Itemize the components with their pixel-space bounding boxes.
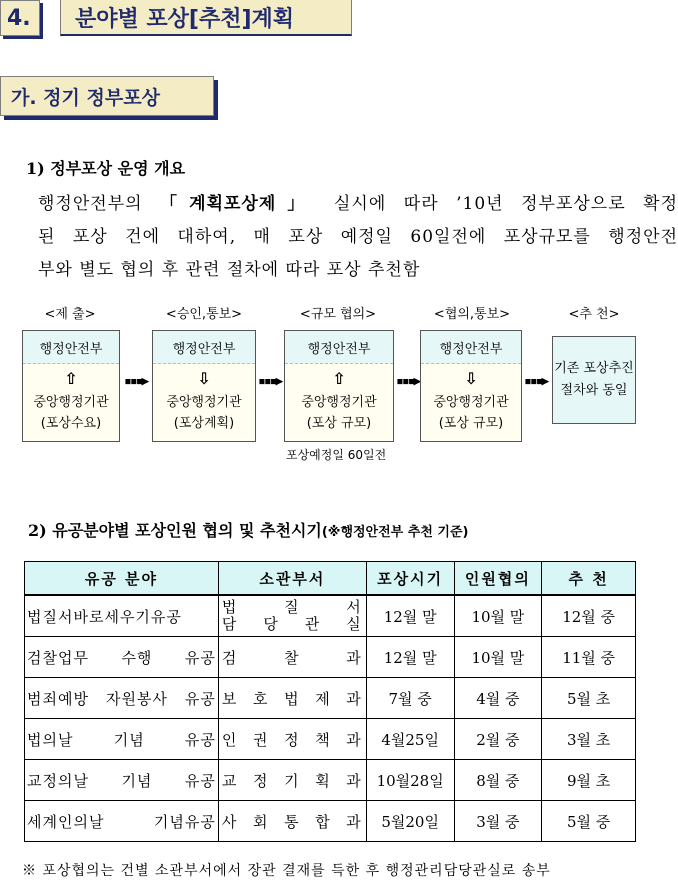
flow-arrow-icon: ▪▪▪▶ — [258, 374, 282, 389]
flow-arrow-icon: ▪▪▪▶ — [396, 374, 420, 389]
cell-consult: 8월 중 — [454, 760, 542, 801]
section-title: 분야별 포상[추천]계획 — [60, 0, 352, 36]
table-row — [25, 719, 636, 760]
cell-period: 12월 말 — [366, 595, 454, 637]
table-row — [25, 678, 636, 719]
cell-dept: 교 정 기 획 과 — [218, 760, 366, 801]
cell-consult: 2월 중 — [454, 719, 542, 760]
cell-consult: 10월 말 — [454, 595, 542, 637]
cell-dept: 법 질 서 담 당 관 실 — [218, 595, 366, 637]
table-row — [25, 760, 636, 801]
flow-box-top: 행정안전부 — [153, 331, 255, 364]
cell-period: 7월 중 — [366, 678, 454, 719]
cell-period: 4월25일 — [366, 719, 454, 760]
flow-box-approve — [152, 330, 256, 442]
flow-box-notify — [420, 330, 522, 442]
flow-box-submit — [22, 330, 120, 442]
section-number: 4. — [0, 0, 40, 36]
flow-box-bottom: 중앙행정기관 (포상수요) — [33, 395, 109, 431]
flow-step-label-1: <제 출> — [44, 307, 96, 322]
flow-box-bottom: 중앙행정기관 (포상계획) — [166, 395, 242, 431]
col-header: 유공 분야 — [25, 562, 219, 596]
col-header: 소관부서 — [218, 562, 366, 596]
part1-heading: 1) 정부포상 운영 개요 — [26, 159, 186, 178]
flow-step-label-3: <규모 협의> — [299, 307, 377, 322]
cell-recommend: 12월 중 — [542, 595, 636, 637]
down-arrow-icon: ⇩ — [197, 368, 211, 388]
part2-heading: 2) 유공분야별 포상인원 협의 및 추천시기(※행정안전부 추천 기준) — [28, 521, 469, 540]
cell-field: 법질서바로세우기유공 — [25, 595, 219, 637]
cell-period: 12월 말 — [366, 637, 454, 678]
col-header: 포상시기 — [366, 562, 454, 596]
cell-consult: 10월 말 — [454, 637, 542, 678]
final-line-2: 절차와 동일 — [560, 383, 628, 398]
cell-period: 10월28일 — [366, 760, 454, 801]
subsection-title: 가. 정기 정부포상 — [0, 76, 214, 116]
flow-note: 포상예정일 60일전 — [286, 448, 387, 462]
part1-body — [38, 188, 678, 287]
cell-field: 세계인의날 기념유공 — [25, 801, 219, 842]
award-schedule-table — [24, 561, 636, 842]
flow-box-recommend — [552, 336, 636, 424]
cell-field: 검찰업무 수행 유공 — [25, 637, 219, 678]
cell-dept: 인 권 정 책 과 — [218, 719, 366, 760]
col-header: 추 천 — [542, 562, 636, 596]
flow-arrow-icon: ▪▪▪▶ — [524, 374, 548, 389]
cell-field: 법의날 기념 유공 — [25, 719, 219, 760]
table-header-row — [25, 562, 636, 596]
table-row — [25, 595, 636, 637]
body-line-1: 행정안전부의 「계획포상제」 실시에 따라 ’10년 정부포상으로 확정 — [38, 194, 678, 214]
down-arrow-icon: ⇩ — [464, 368, 478, 388]
body-line-3: 부와 별도 협의 후 관련 절차에 따라 포상 추천함 — [38, 260, 421, 280]
cell-period: 5월20일 — [366, 801, 454, 842]
flow-step-label-5: <추 천> — [568, 307, 620, 322]
cell-field: 범죄예방 자원봉사 유공 — [25, 678, 219, 719]
cell-consult: 4월 중 — [454, 678, 542, 719]
cell-recommend: 3월 초 — [542, 719, 636, 760]
table-row — [25, 637, 636, 678]
final-line-1: 기존 포상추진 — [554, 361, 634, 376]
cell-dept: 보 호 법 제 과 — [218, 678, 366, 719]
footnote: ※ 포상협의는 건별 소관부서에서 장관 결재를 득한 후 행정관리담당관실로 송부 — [22, 863, 551, 879]
flow-box-top: 행정안전부 — [285, 331, 393, 364]
flow-box-top: 행정안전부 — [23, 331, 119, 364]
cell-recommend: 9월 초 — [542, 760, 636, 801]
col-header: 인원협의 — [454, 562, 542, 596]
cell-recommend: 5월 초 — [542, 678, 636, 719]
flow-box-consult — [284, 330, 394, 442]
up-arrow-icon: ⇧ — [64, 368, 78, 388]
flow-arrow-icon: ▪▪▪▶ — [124, 374, 148, 389]
flow-box-top: 행정안전부 — [421, 331, 521, 364]
up-arrow-icon: ⇧ — [332, 368, 346, 388]
flow-box-bottom: 중앙행정기관 (포상 규모) — [301, 395, 377, 431]
cell-dept: 검 찰 과 — [218, 637, 366, 678]
flow-box-bottom: 중앙행정기관 (포상 규모) — [433, 395, 509, 431]
flow-step-label-4: <협의,통보> — [433, 307, 511, 322]
cell-recommend: 5월 중 — [542, 801, 636, 842]
cell-recommend: 11월 중 — [542, 637, 636, 678]
flow-step-label-2: <승인,통보> — [165, 307, 243, 322]
body-line-2: 된 포상 건에 대하여, 매 포상 예정일 60일전에 포상규모를 행정안전 — [38, 227, 678, 247]
table-row — [25, 801, 636, 842]
cell-field: 교정의날 기념 유공 — [25, 760, 219, 801]
cell-dept: 사 회 통 합 과 — [218, 801, 366, 842]
cell-consult: 3월 중 — [454, 801, 542, 842]
